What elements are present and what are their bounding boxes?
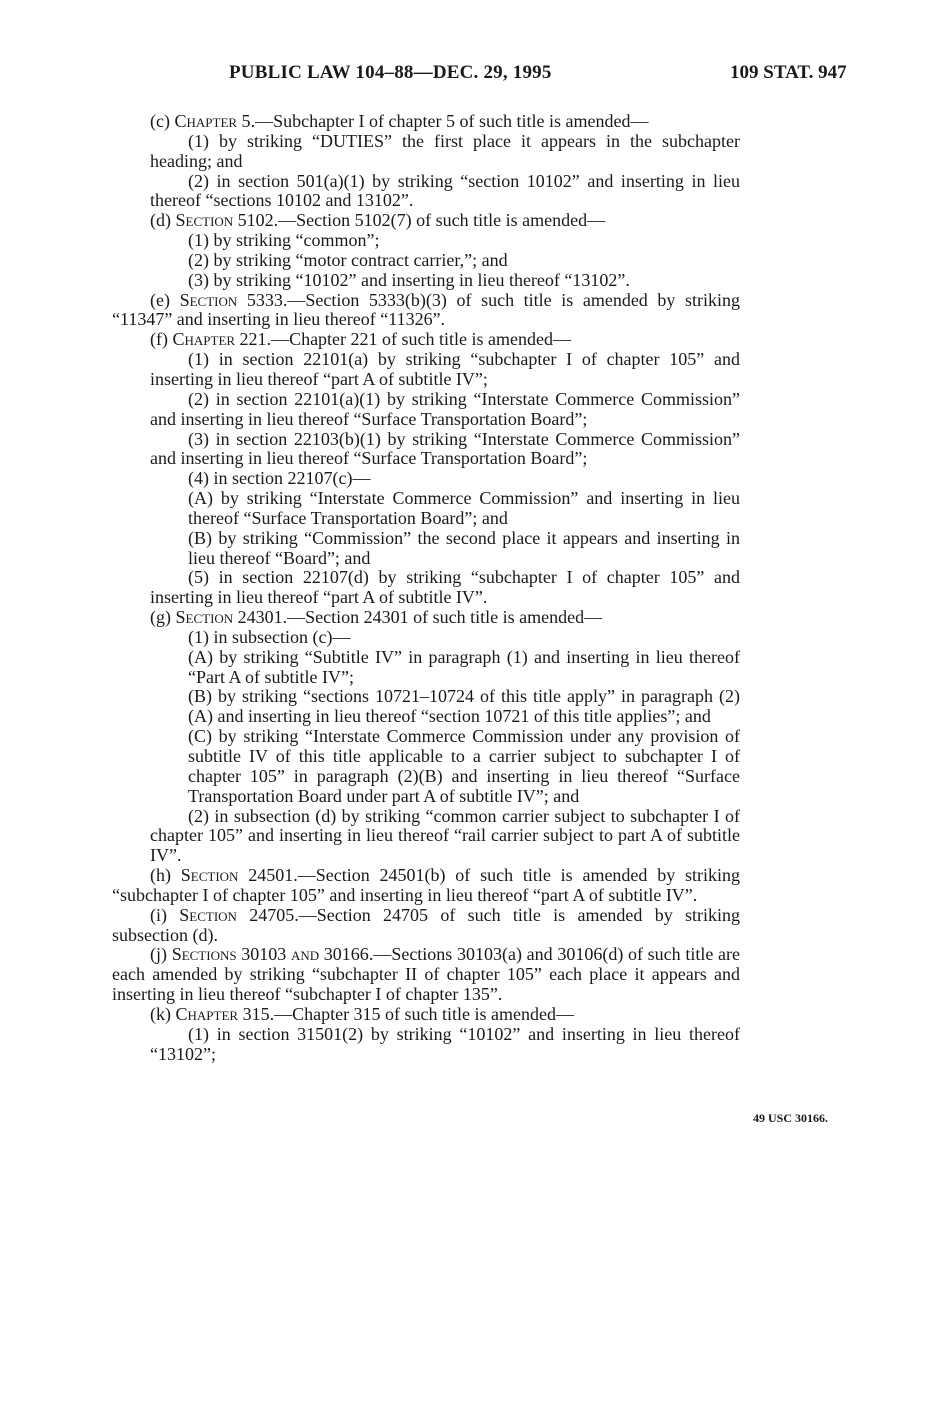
section-paragraph bbox=[112, 291, 740, 331]
section-paragraph bbox=[112, 211, 740, 231]
paragraph-text: (2) in section 501(a)(1) by striking “section 10102” and inserting in lieu thereof “sections 10102 and 13102”. bbox=[150, 170, 740, 211]
amendment-clause bbox=[112, 231, 740, 251]
subsection-label: (i) bbox=[150, 904, 180, 925]
subsection-heading: Section 24501 bbox=[180, 865, 294, 886]
section-paragraph bbox=[112, 112, 740, 132]
paragraph-text: (1) in subsection (c)— bbox=[188, 626, 351, 647]
paragraph-text: .—Section 24501(b) of such title is amended by striking “subchapter I of chapter 105” and inserting in lieu thereof “part A of subtitle IV”. bbox=[112, 865, 740, 905]
paragraph-text: (2) in section 22101(a)(1) by striking “Interstate Commerce Commission” and inserting in lieu thereof “Surface Transportation Board”; bbox=[150, 388, 740, 429]
paragraph-text: .—Chapter 315 of such title is amended— bbox=[269, 1003, 575, 1024]
paragraph-text: (1) by striking “common”; bbox=[188, 230, 380, 251]
paragraph-text: (3) by striking “10102” and inserting in lieu thereof “13102”. bbox=[188, 269, 630, 290]
paragraph-text: (B) by striking “Commission” the second place it appears and inserting in lieu thereof “Board”; and bbox=[188, 527, 740, 568]
subsection-heading: Sections 30103 and 30166 bbox=[171, 944, 369, 965]
paragraph-text: .—Section 5102(7) of such title is amended— bbox=[273, 210, 606, 231]
running-header-title: PUBLIC LAW 104–88—DEC. 29, 1995 bbox=[229, 62, 552, 83]
section-paragraph bbox=[112, 330, 740, 350]
subsection-heading: Section 24301 bbox=[175, 607, 283, 628]
subsection-heading: Section 5102 bbox=[175, 210, 274, 231]
amendment-clause bbox=[112, 469, 740, 489]
section-paragraph bbox=[112, 906, 740, 946]
amendment-clause bbox=[112, 489, 740, 529]
amendment-clause bbox=[112, 1025, 740, 1065]
subsection-label: (e) bbox=[150, 289, 180, 310]
subsection-heading: Chapter 315 bbox=[175, 1003, 270, 1024]
paragraph-text: (A) by striking “Interstate Commerce Commission” and inserting in lieu thereof “Surface Transportation Board”; and bbox=[188, 488, 740, 528]
amendment-clause bbox=[112, 648, 740, 688]
paragraph-text: (1) in section 31501(2) by striking “10102” and inserting in lieu thereof “13102”; bbox=[150, 1023, 740, 1064]
amendment-clause bbox=[112, 390, 740, 430]
subsection-label: (j) bbox=[150, 944, 172, 965]
amendment-clause bbox=[112, 727, 740, 806]
amendment-clause bbox=[112, 529, 740, 569]
subsection-label: (g) bbox=[150, 607, 176, 628]
section-paragraph bbox=[112, 866, 740, 906]
margin-citation: 49 USC 30166. bbox=[753, 1111, 829, 1125]
subsection-label: (k) bbox=[150, 1003, 176, 1024]
subsection-label: (d) bbox=[150, 210, 176, 231]
paragraph-text: .—Section 5333(b)(3) of such title is amended by striking “11347” and inserting in lieu thereof “11326”. bbox=[112, 289, 740, 330]
amendment-clause bbox=[112, 430, 740, 470]
subsection-heading: Section 5333 bbox=[179, 289, 283, 310]
paragraph-text: (C) by striking “Interstate Commerce Commission under any provision of subtitle IV of this title applicable to a carrier subject to subchapter I of chapter 105” in paragraph (2)(B) and inserting in lieu thereof “Surface Transportation Board under part A of subtitle IV”; and bbox=[188, 726, 740, 806]
amendment-clause bbox=[112, 172, 740, 212]
subsection-heading: Chapter 221 bbox=[172, 329, 267, 350]
paragraph-text: (1) by striking “DUTIES” the first place it appears in the subchapter heading; and bbox=[150, 130, 740, 171]
amendment-clause bbox=[112, 807, 740, 867]
subsection-label: (c) bbox=[150, 111, 175, 131]
paragraph-text: (5) in section 22107(d) by striking “subchapter I of chapter 105” and inserting in lieu thereof “part A of subtitle IV”. bbox=[150, 567, 740, 608]
paragraph-text: .—Chapter 221 of such title is amended— bbox=[266, 329, 571, 350]
amendment-clause bbox=[112, 251, 740, 271]
document-body bbox=[112, 112, 740, 1065]
amendment-clause bbox=[112, 271, 740, 291]
subsection-label: (h) bbox=[150, 865, 181, 886]
amendment-clause bbox=[112, 628, 740, 648]
amendment-clause bbox=[112, 687, 740, 727]
statute-page-number: 109 STAT. 947 bbox=[730, 62, 847, 83]
paragraph-text: (4) in section 22107(c)— bbox=[188, 468, 371, 489]
paragraph-text: .—Section 24705 of such title is amended by striking subsection (d). bbox=[112, 904, 740, 945]
section-paragraph bbox=[112, 945, 740, 1005]
paragraph-text: (B) by striking “sections 10721–10724 of this title apply” in paragraph (2)(A) and inserting in lieu thereof “section 10721 of this title applies”; and bbox=[188, 686, 740, 727]
paragraph-text: (3) in section 22103(b)(1) by striking “Interstate Commerce Commission” and inserting in lieu thereof “Surface Transportation Board”; bbox=[150, 428, 740, 469]
amendment-clause bbox=[112, 568, 740, 608]
paragraph-text: (2) by striking “motor contract carrier,”; and bbox=[188, 249, 508, 270]
subsection-label: (f) bbox=[150, 329, 173, 350]
amendment-clause bbox=[112, 132, 740, 172]
paragraph-text: (1) in section 22101(a) by striking “subchapter I of chapter 105” and inserting in lieu thereof “part A of subtitle IV”; bbox=[150, 349, 740, 389]
subsection-heading: Section 24705 bbox=[179, 904, 295, 925]
paragraph-text: (2) in subsection (d) by striking “common carrier subject to subchapter I of chapter 105” and inserting in lieu thereof “rail carrier subject to part A of subtitle IV”. bbox=[150, 805, 740, 866]
paragraph-text: (A) by striking “Subtitle IV” in paragraph (1) and inserting in lieu thereof “Part A of subtitle IV”; bbox=[188, 646, 740, 687]
amendment-clause bbox=[112, 350, 740, 390]
paragraph-text: .—Section 24301 of such title is amended— bbox=[282, 607, 603, 628]
paragraph-text: .—Sections 30103(a) and 30106(d) of such title are each amended by striking “subchapter II of chapter 105” each place it appears and inserting in lieu thereof “subchapter I of chapter 135”. bbox=[112, 944, 741, 1005]
section-paragraph bbox=[112, 1005, 740, 1025]
subsection-heading: Chapter 5 bbox=[174, 111, 251, 131]
section-paragraph bbox=[112, 608, 740, 628]
paragraph-text: .—Subchapter I of chapter 5 of such title is amended— bbox=[250, 111, 649, 131]
